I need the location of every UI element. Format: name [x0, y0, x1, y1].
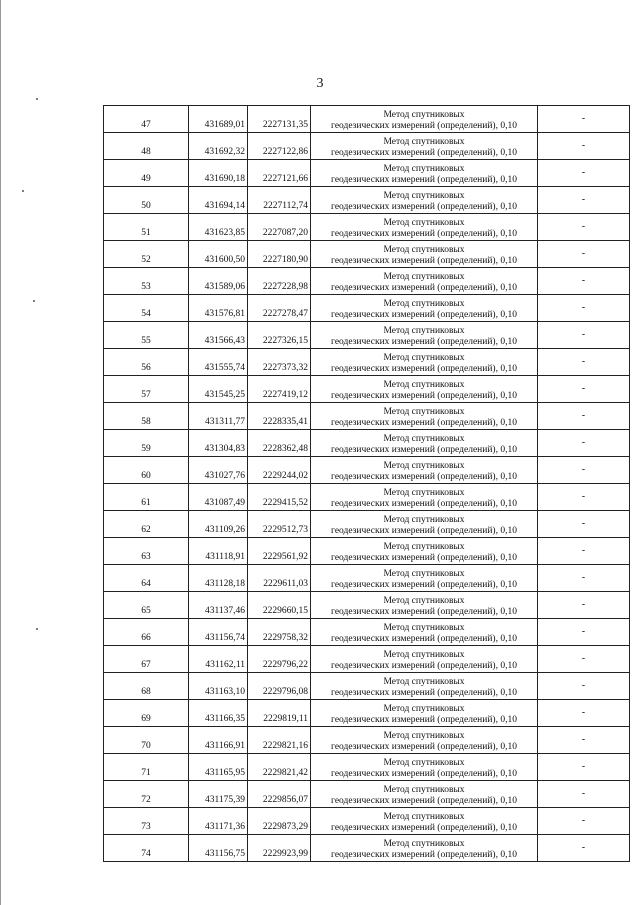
point-number-cell: 74 — [104, 835, 189, 862]
dash-cell: - — [538, 673, 630, 700]
point-number-cell: 61 — [104, 484, 189, 511]
x-coordinate-cell: 431689,01 — [189, 106, 248, 133]
method-line-2: геодезических измерений (определений), 0,10 — [331, 769, 517, 779]
y-coordinate-cell: 2227228,98 — [248, 268, 311, 295]
method-line-1: Метод спутниковых — [383, 596, 465, 606]
coordinates-table — [103, 105, 630, 862]
x-coordinate-cell: 431166,91 — [189, 727, 248, 754]
x-coordinate-cell: 431109,26 — [189, 511, 248, 538]
method-line-2: геодезических измерений (определений), 0,10 — [331, 418, 517, 428]
coordinates-table-body — [104, 106, 630, 862]
dash-cell: - — [538, 106, 630, 133]
method-line-1: Метод спутниковых — [383, 218, 465, 228]
table-row — [104, 565, 630, 592]
dash-cell: - — [538, 538, 630, 565]
method-line-2: геодезических измерений (определений), 0,10 — [331, 688, 517, 698]
point-number-cell: 66 — [104, 619, 189, 646]
method-line-1: Метод спутниковых — [383, 110, 465, 120]
dash-cell: - — [538, 133, 630, 160]
x-coordinate-cell: 431304,83 — [189, 430, 248, 457]
table-row — [104, 646, 630, 673]
dash-cell: - — [538, 268, 630, 295]
x-coordinate-cell: 431692,32 — [189, 133, 248, 160]
method-line-1: Метод спутниковых — [383, 542, 465, 552]
method-cell — [311, 754, 538, 781]
dash-cell: - — [538, 322, 630, 349]
x-coordinate-cell: 431163,10 — [189, 673, 248, 700]
method-line-2: геодезических измерений (определений), 0,10 — [331, 472, 517, 482]
method-line-1: Метод спутниковых — [383, 380, 465, 390]
x-coordinate-cell: 431690,18 — [189, 160, 248, 187]
point-number-cell: 53 — [104, 268, 189, 295]
x-coordinate-cell: 431566,43 — [189, 322, 248, 349]
x-coordinate-cell: 431162,11 — [189, 646, 248, 673]
point-number-cell: 52 — [104, 241, 189, 268]
x-coordinate-cell: 431545,25 — [189, 376, 248, 403]
x-coordinate-cell: 431555,74 — [189, 349, 248, 376]
table-row — [104, 808, 630, 835]
table-row — [104, 700, 630, 727]
y-coordinate-cell: 2227087,20 — [248, 214, 311, 241]
y-coordinate-cell: 2227121,66 — [248, 160, 311, 187]
point-number-cell: 59 — [104, 430, 189, 457]
method-line-1: Метод спутниковых — [383, 245, 465, 255]
method-line-1: Метод спутниковых — [383, 488, 465, 498]
method-cell — [311, 349, 538, 376]
method-line-2: геодезических измерений (определений), 0,10 — [331, 337, 517, 347]
method-line-2: геодезических измерений (определений), 0,10 — [331, 823, 517, 833]
x-coordinate-cell: 431311,77 — [189, 403, 248, 430]
method-cell — [311, 376, 538, 403]
dash-cell: - — [538, 187, 630, 214]
method-line-1: Метод спутниковых — [383, 785, 465, 795]
y-coordinate-cell: 2229873,29 — [248, 808, 311, 835]
y-coordinate-cell: 2229758,32 — [248, 619, 311, 646]
table-row — [104, 511, 630, 538]
method-line-1: Метод спутниковых — [383, 623, 465, 633]
dash-cell: - — [538, 457, 630, 484]
table-row — [104, 106, 630, 133]
dash-cell: - — [538, 808, 630, 835]
x-coordinate-cell: 431600,50 — [189, 241, 248, 268]
method-cell — [311, 673, 538, 700]
point-number-cell: 48 — [104, 133, 189, 160]
method-cell — [311, 646, 538, 673]
scan-speck — [36, 628, 38, 630]
point-number-cell: 54 — [104, 295, 189, 322]
method-line-1: Метод спутниковых — [383, 461, 465, 471]
y-coordinate-cell: 2229415,52 — [248, 484, 311, 511]
method-line-2: геодезических измерений (определений), 0,10 — [331, 661, 517, 671]
y-coordinate-cell: 2227278,47 — [248, 295, 311, 322]
method-line-2: геодезических измерений (определений), 0,10 — [331, 634, 517, 644]
point-number-cell: 60 — [104, 457, 189, 484]
method-line-2: геодезических измерений (определений), 0,10 — [331, 283, 517, 293]
method-line-1: Метод спутниковых — [383, 299, 465, 309]
y-coordinate-cell: 2229856,07 — [248, 781, 311, 808]
dash-cell: - — [538, 349, 630, 376]
point-number-cell: 73 — [104, 808, 189, 835]
point-number-cell: 65 — [104, 592, 189, 619]
y-coordinate-cell: 2229244,02 — [248, 457, 311, 484]
scan-speck — [36, 98, 38, 100]
dash-cell: - — [538, 214, 630, 241]
method-cell — [311, 457, 538, 484]
method-line-2: геодезических измерений (определений), 0,10 — [331, 499, 517, 509]
dash-cell: - — [538, 646, 630, 673]
x-coordinate-cell: 431171,36 — [189, 808, 248, 835]
table-row — [104, 457, 630, 484]
table-row — [104, 673, 630, 700]
method-cell — [311, 511, 538, 538]
method-cell — [311, 700, 538, 727]
x-coordinate-cell: 431589,06 — [189, 268, 248, 295]
y-coordinate-cell: 2227373,32 — [248, 349, 311, 376]
y-coordinate-cell: 2227112,74 — [248, 187, 311, 214]
method-line-2: геодезических измерений (определений), 0,10 — [331, 526, 517, 536]
y-coordinate-cell: 2229796,22 — [248, 646, 311, 673]
method-line-2: геодезических измерений (определений), 0,10 — [331, 121, 517, 131]
table-row — [104, 835, 630, 862]
dash-cell: - — [538, 160, 630, 187]
method-line-2: геодезических измерений (определений), 0,10 — [331, 391, 517, 401]
point-number-cell: 72 — [104, 781, 189, 808]
table-row — [104, 754, 630, 781]
table-row — [104, 619, 630, 646]
point-number-cell: 71 — [104, 754, 189, 781]
dash-cell: - — [538, 835, 630, 862]
point-number-cell: 57 — [104, 376, 189, 403]
method-cell — [311, 781, 538, 808]
method-cell — [311, 295, 538, 322]
table-row — [104, 133, 630, 160]
dash-cell: - — [538, 511, 630, 538]
method-line-2: геодезических измерений (определений), 0,10 — [331, 229, 517, 239]
x-coordinate-cell: 431137,46 — [189, 592, 248, 619]
method-cell — [311, 484, 538, 511]
method-line-2: геодезических измерений (определений), 0,10 — [331, 607, 517, 617]
table-row — [104, 187, 630, 214]
scan-edge-line — [0, 0, 1, 905]
table-row — [104, 214, 630, 241]
point-number-cell: 58 — [104, 403, 189, 430]
dash-cell: - — [538, 376, 630, 403]
x-coordinate-cell: 431156,74 — [189, 619, 248, 646]
table-row — [104, 160, 630, 187]
method-line-2: геодезических измерений (определений), 0,10 — [331, 175, 517, 185]
point-number-cell: 51 — [104, 214, 189, 241]
method-cell — [311, 835, 538, 862]
dash-cell: - — [538, 295, 630, 322]
method-cell — [311, 241, 538, 268]
y-coordinate-cell: 2229821,42 — [248, 754, 311, 781]
y-coordinate-cell: 2227419,12 — [248, 376, 311, 403]
point-number-cell: 47 — [104, 106, 189, 133]
scan-speck — [22, 190, 24, 192]
method-cell — [311, 727, 538, 754]
point-number-cell: 50 — [104, 187, 189, 214]
x-coordinate-cell: 431165,95 — [189, 754, 248, 781]
point-number-cell: 56 — [104, 349, 189, 376]
method-cell — [311, 133, 538, 160]
dash-cell: - — [538, 484, 630, 511]
method-line-1: Метод спутниковых — [383, 677, 465, 687]
method-line-2: геодезических измерений (определений), 0,10 — [331, 796, 517, 806]
page-number: 3 — [316, 76, 324, 91]
point-number-cell: 68 — [104, 673, 189, 700]
method-line-1: Метод спутниковых — [383, 515, 465, 525]
method-line-1: Метод спутниковых — [383, 839, 465, 849]
method-cell — [311, 160, 538, 187]
method-cell — [311, 619, 538, 646]
x-coordinate-cell: 431694,14 — [189, 187, 248, 214]
dash-cell: - — [538, 700, 630, 727]
dash-cell: - — [538, 403, 630, 430]
method-line-2: геодезических измерений (определений), 0,10 — [331, 256, 517, 266]
table-row — [104, 241, 630, 268]
y-coordinate-cell: 2228335,41 — [248, 403, 311, 430]
table-row — [104, 403, 630, 430]
method-cell — [311, 214, 538, 241]
x-coordinate-cell: 431128,18 — [189, 565, 248, 592]
point-number-cell: 49 — [104, 160, 189, 187]
x-coordinate-cell: 431166,35 — [189, 700, 248, 727]
y-coordinate-cell: 2229821,16 — [248, 727, 311, 754]
table-row — [104, 349, 630, 376]
x-coordinate-cell: 431623,85 — [189, 214, 248, 241]
method-line-1: Метод спутниковых — [383, 731, 465, 741]
x-coordinate-cell: 431118,91 — [189, 538, 248, 565]
dash-cell: - — [538, 430, 630, 457]
y-coordinate-cell: 2229512,73 — [248, 511, 311, 538]
method-line-2: геодезических измерений (определений), 0,10 — [331, 553, 517, 563]
point-number-cell: 55 — [104, 322, 189, 349]
y-coordinate-cell: 2227326,15 — [248, 322, 311, 349]
method-line-1: Метод спутниковых — [383, 569, 465, 579]
table-row — [104, 430, 630, 457]
method-line-1: Метод спутниковых — [383, 650, 465, 660]
dash-cell: - — [538, 781, 630, 808]
method-line-1: Метод спутниковых — [383, 272, 465, 282]
table-row — [104, 376, 630, 403]
method-cell — [311, 403, 538, 430]
method-line-2: геодезических измерений (определений), 0,10 — [331, 715, 517, 725]
table-row — [104, 538, 630, 565]
x-coordinate-cell: 431087,49 — [189, 484, 248, 511]
method-line-2: геодезических измерений (определений), 0,10 — [331, 580, 517, 590]
method-line-1: Метод спутниковых — [383, 812, 465, 822]
method-line-1: Метод спутниковых — [383, 137, 465, 147]
point-number-cell: 62 — [104, 511, 189, 538]
dash-cell: - — [538, 754, 630, 781]
dash-cell: - — [538, 241, 630, 268]
method-line-2: геодезических измерений (определений), 0,10 — [331, 202, 517, 212]
method-line-2: геодезических измерений (определений), 0,10 — [331, 742, 517, 752]
method-line-2: геодезических измерений (определений), 0,10 — [331, 148, 517, 158]
table-row — [104, 295, 630, 322]
method-line-2: геодезических измерений (определений), 0,10 — [331, 364, 517, 374]
method-cell — [311, 430, 538, 457]
table-row — [104, 727, 630, 754]
method-line-2: геодезических измерений (определений), 0,10 — [331, 850, 517, 860]
method-line-1: Метод спутниковых — [383, 326, 465, 336]
method-line-2: геодезических измерений (определений), 0,10 — [331, 310, 517, 320]
y-coordinate-cell: 2227180,90 — [248, 241, 311, 268]
x-coordinate-cell: 431156,75 — [189, 835, 248, 862]
y-coordinate-cell: 2229561,92 — [248, 538, 311, 565]
method-cell — [311, 565, 538, 592]
table-row — [104, 592, 630, 619]
method-cell — [311, 538, 538, 565]
dash-cell: - — [538, 619, 630, 646]
point-number-cell: 67 — [104, 646, 189, 673]
point-number-cell: 70 — [104, 727, 189, 754]
point-number-cell: 69 — [104, 700, 189, 727]
y-coordinate-cell: 2227122,86 — [248, 133, 311, 160]
method-line-1: Метод спутниковых — [383, 191, 465, 201]
method-cell — [311, 106, 538, 133]
scan-speck — [33, 300, 35, 302]
table-row — [104, 781, 630, 808]
method-cell — [311, 322, 538, 349]
dash-cell: - — [538, 727, 630, 754]
y-coordinate-cell: 2229611,03 — [248, 565, 311, 592]
x-coordinate-cell: 431175,39 — [189, 781, 248, 808]
y-coordinate-cell: 2229923,99 — [248, 835, 311, 862]
method-cell — [311, 187, 538, 214]
y-coordinate-cell: 2229660,15 — [248, 592, 311, 619]
dash-cell: - — [538, 592, 630, 619]
method-line-1: Метод спутниковых — [383, 164, 465, 174]
y-coordinate-cell: 2229796,08 — [248, 673, 311, 700]
method-line-1: Метод спутниковых — [383, 758, 465, 768]
y-coordinate-cell: 2227131,35 — [248, 106, 311, 133]
y-coordinate-cell: 2228362,48 — [248, 430, 311, 457]
method-line-1: Метод спутниковых — [383, 704, 465, 714]
x-coordinate-cell: 431027,76 — [189, 457, 248, 484]
method-cell — [311, 808, 538, 835]
dash-cell: - — [538, 565, 630, 592]
method-line-2: геодезических измерений (определений), 0,10 — [331, 445, 517, 455]
method-cell — [311, 268, 538, 295]
table-row — [104, 484, 630, 511]
point-number-cell: 64 — [104, 565, 189, 592]
table-row — [104, 322, 630, 349]
method-line-1: Метод спутниковых — [383, 407, 465, 417]
method-cell — [311, 592, 538, 619]
method-line-1: Метод спутниковых — [383, 353, 465, 363]
point-number-cell: 63 — [104, 538, 189, 565]
table-row — [104, 268, 630, 295]
y-coordinate-cell: 2229819,11 — [248, 700, 311, 727]
x-coordinate-cell: 431576,81 — [189, 295, 248, 322]
method-line-1: Метод спутниковых — [383, 434, 465, 444]
